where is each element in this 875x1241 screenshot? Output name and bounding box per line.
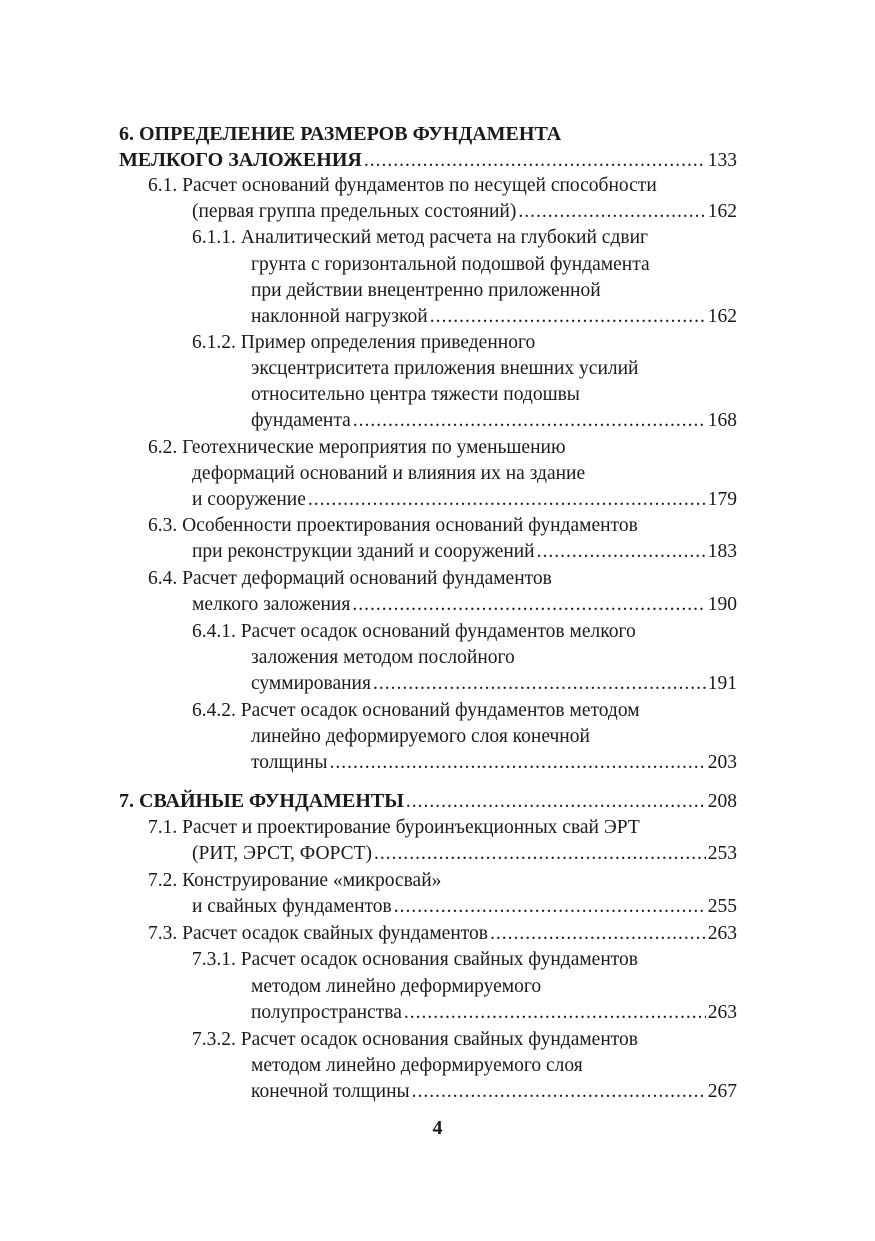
leader-dots	[352, 592, 705, 618]
section-6-4-line1: 6.4. Расчет деформаций оснований фундаментов	[148, 568, 552, 589]
section-7-3-1-entry[interactable]	[251, 1000, 737, 1026]
leader-dots	[518, 199, 705, 225]
section-7-3-1-line1: 7.3.1. Расчет осадок основания свайных фундаментов	[192, 949, 638, 970]
leader-dots	[353, 408, 706, 434]
leader-dots	[373, 671, 706, 697]
chapter-7-title: 7. СВАЙНЫЕ ФУНДАМЕНТЫ	[119, 790, 404, 812]
section-7-3-2-line2: методом линейно деформируемого слоя	[251, 1055, 583, 1076]
section-7-3-2-page: 267	[707, 1081, 737, 1102]
section-7-2-line1: 7.2. Конструирование «микросвай»	[148, 870, 442, 891]
page-number: 4	[432, 1117, 443, 1139]
chapter-7-entry[interactable]	[119, 788, 737, 815]
section-6-1-entry[interactable]	[192, 199, 737, 225]
leader-dots	[404, 1000, 706, 1026]
section-6-1-2-line3: относительно центра тяжести подошвы	[251, 384, 580, 405]
section-6-2-entry[interactable]	[192, 487, 737, 513]
section-6-1-2-line1: 6.1.2. Пример определения приведенного	[192, 332, 536, 353]
section-6-3-line1: 6.3. Особенности проектирования оснований фундаментов	[148, 515, 638, 536]
section-6-2-line1: 6.2. Геотехнические мероприятия по уменьшению	[148, 437, 566, 458]
section-7-3-1-line3: полупространства	[251, 1002, 402, 1023]
section-7-3-2-line1: 7.3.2. Расчет осадок основания свайных фундаментов	[192, 1029, 638, 1050]
section-6-4-1-entry[interactable]	[251, 671, 737, 697]
section-6-1-line2: (первая группа предельных состояний)	[192, 201, 517, 222]
section-7-3-1-page: 263	[707, 1002, 737, 1023]
section-7-3-2-entry[interactable]	[251, 1079, 737, 1105]
section-6-4-2-line1: 6.4.2. Расчет осадок оснований фундаментов методом	[192, 700, 640, 721]
section-6-4-2-line3: толщины	[251, 752, 328, 773]
section-6-3-entry[interactable]	[192, 539, 737, 565]
section-6-4-2-page: 203	[707, 752, 737, 773]
section-6-2-line3: и сооружение	[192, 489, 306, 510]
section-7-1-page: 253	[707, 843, 737, 864]
leader-dots	[537, 539, 706, 565]
leader-dots	[430, 304, 706, 330]
section-7-1-entry[interactable]	[192, 841, 737, 867]
leader-dots	[490, 921, 706, 947]
section-6-4-1-line2: заложения методом послойного	[251, 647, 515, 668]
section-7-3-line1: 7.3. Расчет осадок свайных фундаментов	[148, 923, 488, 944]
section-6-1-line1: 6.1. Расчет оснований фундаментов по несущей способности	[148, 175, 657, 196]
section-6-4-line2: мелкого заложения	[192, 594, 351, 615]
section-7-2-line2: и свайных фундаментов	[192, 896, 392, 917]
section-7-1-line2: (РИТ, ЭРСТ, ФОРСТ)	[192, 843, 373, 864]
leader-dots	[412, 1079, 706, 1105]
leader-dots	[374, 841, 706, 867]
section-6-1-1-entry[interactable]	[251, 304, 737, 330]
section-6-2-page: 179	[707, 489, 737, 510]
leader-dots	[308, 487, 706, 513]
section-6-4-1-line3: суммирования	[251, 673, 371, 694]
chapter-6-entry[interactable]	[119, 147, 737, 174]
section-6-1-1-page: 162	[707, 306, 737, 327]
section-7-3-page: 263	[707, 923, 737, 944]
leader-dots	[329, 750, 705, 776]
section-6-1-2-line4: фундамента	[251, 410, 351, 431]
section-6-1-page: 162	[707, 201, 737, 222]
section-6-1-2-page: 168	[707, 410, 737, 431]
section-6-1-1-line3: при действии внецентренно приложенной	[251, 280, 601, 301]
chapter-6-title-line2: МЕЛКОГО ЗАЛОЖЕНИЯ	[119, 149, 362, 171]
section-6-1-2-entry[interactable]	[251, 408, 737, 434]
section-6-4-entry[interactable]	[192, 592, 737, 618]
section-6-4-2-entry[interactable]	[251, 750, 737, 776]
section-6-3-line2: при реконструкции зданий и сооружений	[192, 541, 535, 562]
leader-dots	[364, 148, 706, 174]
section-6-4-page: 190	[707, 594, 737, 615]
section-6-1-1-line4: наклонной нагрузкой	[251, 306, 428, 327]
section-7-3-2-line3: конечной толщины	[251, 1081, 410, 1102]
leader-dots	[406, 789, 706, 815]
section-6-1-1-line1: 6.1.1. Аналитический метод расчета на глубокий сдвиг	[192, 227, 649, 248]
section-7-3-1-line2: методом линейно деформируемого	[251, 976, 542, 997]
chapter-6-title-line1: 6. ОПРЕДЕЛЕНИЕ РАЗМЕРОВ ФУНДАМЕНТА	[119, 123, 562, 145]
section-6-4-2-line2: линейно деформируемого слоя конечной	[251, 726, 590, 747]
section-6-2-line2: деформаций оснований и влияния их на здание	[192, 463, 586, 484]
section-6-4-1-line1: 6.4.1. Расчет осадок оснований фундаментов мелкого	[192, 621, 636, 642]
section-7-1-line1: 7.1. Расчет и проектирование буроинъекционных свай ЭРТ	[148, 817, 640, 838]
section-6-1-1-line2: грунта с горизонтальной подошвой фундамента	[251, 254, 650, 275]
chapter-6-page: 133	[707, 150, 737, 171]
section-6-4-1-page: 191	[707, 673, 737, 694]
section-7-2-entry[interactable]	[192, 894, 737, 920]
section-7-3-entry[interactable]	[148, 921, 737, 947]
section-6-1-2-line2: эксцентриситета приложения внешних усилий	[251, 358, 639, 379]
section-6-3-page: 183	[707, 541, 737, 562]
chapter-7-page: 208	[707, 791, 737, 812]
section-7-2-page: 255	[707, 896, 737, 917]
leader-dots	[394, 894, 706, 920]
